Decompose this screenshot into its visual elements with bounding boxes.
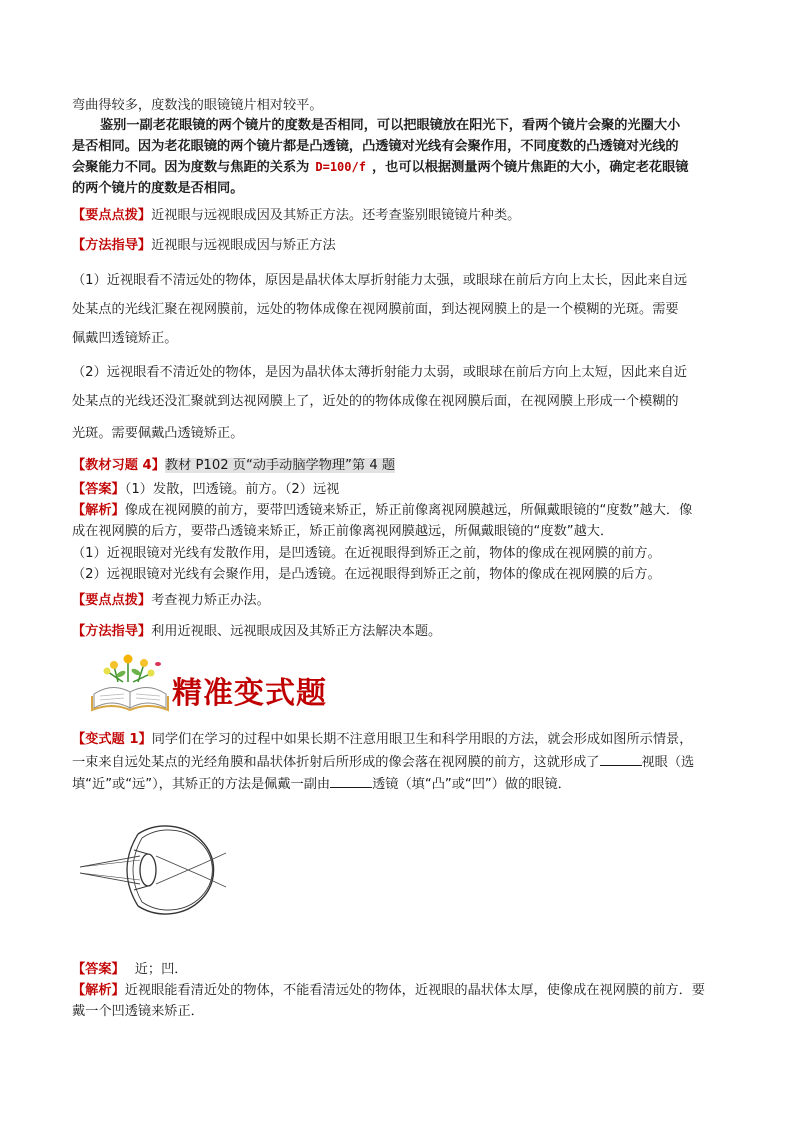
answer-text: （1）发散，凹透镜。前方。（2）远视 — [124, 482, 340, 497]
key-point-text: 考查视力矫正办法。 — [151, 593, 270, 608]
paragraph-line: （2）远视眼镜对光线有会聚作用，是凸透镜。在远视眼得到矫正之前，物体的像成在视网膜的后方。 — [72, 567, 661, 582]
answer-blank[interactable] — [330, 775, 372, 788]
paragraph-line: 光斑。需要佩戴凸透镜矫正。 — [72, 426, 244, 441]
paragraph-line: 成在视网膜的后方，要带凸透镜来矫正，矫正前像离视网膜越远，所佩戴眼镜的“度数”越大． — [72, 524, 614, 539]
paragraph-line: （1）近视眼镜对光线有发散作用，是凹透镜。在近视眼得到矫正之前，物体的像成在视网膜的前方。 — [72, 546, 661, 561]
answer — [72, 481, 339, 499]
analysis-text: 像成在视网膜的前方，要带凹透镜来矫正，矫正前像离视网膜越远，所佩戴眼镜的“度数”越大．像 — [124, 503, 693, 518]
method-guide — [72, 623, 441, 641]
eye-diagram — [76, 820, 246, 920]
variant-tag: 【变式题 1】 — [72, 732, 152, 747]
paragraph-line: （1）近视眼看不清远处的物体，原因是晶状体太厚折射能力太强，或眼球在前后方向上太长，因此来自远 — [72, 273, 688, 288]
paragraph-line: 佩戴凹透镜矫正。 — [72, 331, 178, 346]
paragraph-line: 鉴别一副老花眼镜的两个镜片的度数是否相同，可以把眼镜放在阳光下，看两个镜片会聚的光圈大小 — [100, 118, 681, 133]
paragraph-line: 的两个镜片的度数是否相同。 — [72, 181, 244, 196]
key-point-tag: 【要点点拨】 — [72, 208, 152, 223]
text-segment: 填“近”或“远”），其矫正的方法是佩戴一副由 — [72, 777, 331, 792]
answer-tag: 【答案】 — [72, 482, 125, 497]
text-segment: 透镜（填“凸”或“凹”）做的眼镜． — [372, 777, 571, 792]
open-book-with-flowers-icon — [88, 652, 172, 712]
key-point-text: 近视眼与远视眼成因及其矫正方法。还考查鉴别眼镜镜片种类。 — [151, 208, 521, 223]
paragraph-line: 处某点的光线还没汇聚就到达视网膜上了，近处的的物体成像在视网膜后面，在视网膜上形成一个模糊的 — [72, 394, 679, 409]
exercise-heading — [72, 457, 395, 475]
answer-text: 近；凹． — [134, 962, 188, 977]
answer — [72, 961, 188, 979]
answer-blank[interactable] — [600, 753, 642, 766]
exercise-text: 教材 P102 页“动手动脑学物理”第 4 题 — [164, 458, 396, 473]
method-text: 近视眼与远视眼成因与矫正方法 — [151, 238, 336, 253]
paragraph-line — [72, 753, 694, 772]
paragraph-line: 是否相同。因为老花眼镜的两个镜片都是凸透镜，凸透镜对光线有会聚作用，不同度数的凸透镜对光线的 — [72, 139, 679, 154]
answer-tag: 【答案】 — [72, 962, 125, 977]
analysis — [72, 982, 705, 1000]
paragraph-line: （2）远视眼看不清近处的物体，是因为晶状体太薄折射能力太弱，或眼球在前后方向上太短，因此来自近 — [72, 365, 688, 380]
text-segment: 一束来自远处某点的光经角膜和晶状体折射后所形成的像会落在视网膜的前方，这就形成了 — [72, 755, 600, 770]
analysis — [72, 502, 692, 520]
paragraph-line: 弯曲得较多，度数浅的眼镜镜片相对较平。 — [72, 98, 323, 113]
text-segment: 视眼（选 — [641, 755, 695, 770]
method-tag: 【方法指导】 — [72, 238, 152, 253]
paragraph-line — [72, 158, 688, 177]
paragraph-line — [72, 775, 571, 794]
formula: D=100/f — [315, 160, 366, 174]
key-point — [72, 592, 270, 610]
text-segment: 会聚能力不同。因为度数与焦距的关系为 — [72, 160, 310, 175]
paragraph-line: 戴一个凹透镜来矫正． — [72, 1004, 204, 1019]
key-point-tag: 【要点点拨】 — [72, 593, 152, 608]
exercise-tag: 【教材习题 4】 — [72, 458, 165, 473]
analysis-tag: 【解析】 — [72, 983, 125, 998]
key-point — [72, 207, 520, 225]
variant-text: 同学们在学习的过程中如果长期不注意用眼卫生和科学用眼的方法，就会形成如图所示情景， — [151, 732, 693, 747]
method-tag: 【方法指导】 — [72, 624, 152, 639]
text-segment: ，也可以根据测量两个镜片焦距的大小，确定老花眼镜 — [371, 160, 689, 175]
method-text: 利用近视眼、远视眼成因及其矫正方法解决本题。 — [151, 624, 442, 639]
variant-question — [72, 731, 692, 749]
method-guide — [72, 237, 336, 255]
analysis-tag: 【解析】 — [72, 503, 125, 518]
analysis-text: 近视眼能看清近处的物体，不能看清远处的物体，近视眼的晶状体太厚，使像成在视网膜的前方．要 — [124, 983, 705, 998]
paragraph-line: 处某点的光线汇聚在视网膜前，远处的物体成像在视网膜前面，到达视网膜上的是一个模糊的光斑。需要 — [72, 302, 679, 317]
section-title: 精准变式题 — [172, 676, 327, 711]
